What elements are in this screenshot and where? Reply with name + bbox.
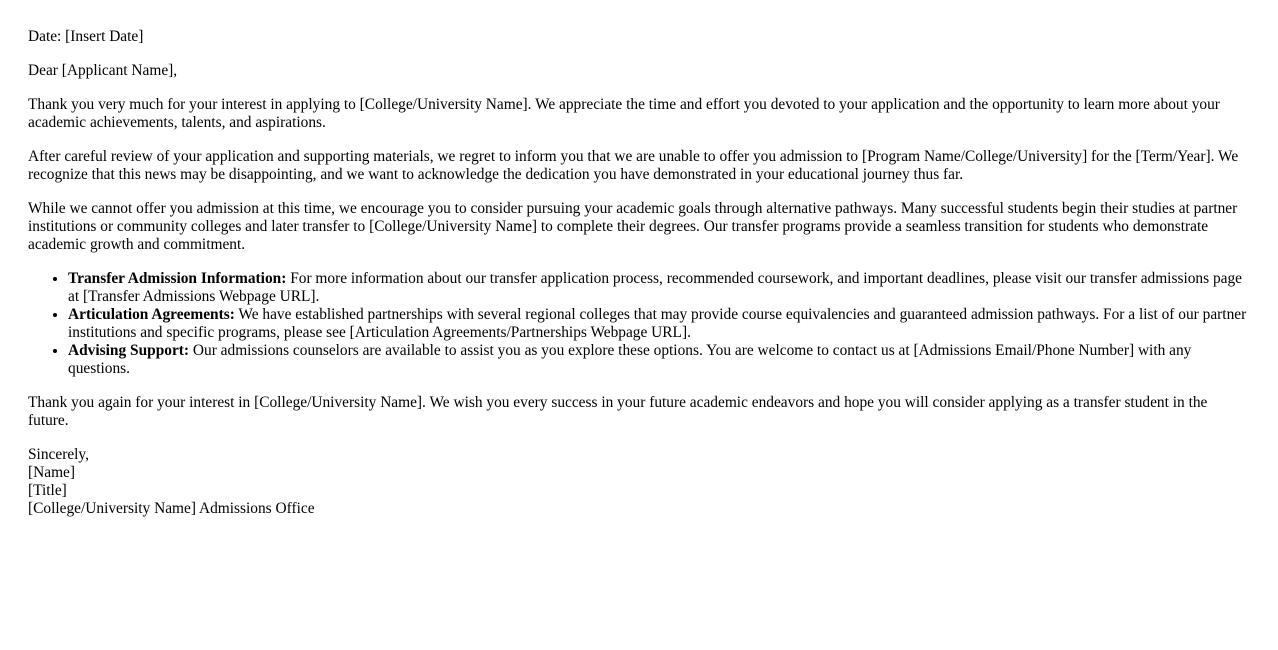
letter-paragraph-decision: After careful review of your application and supporting materials, we regret to inform you that we are unable to offer you admission to [Program Name/College/University] for the [Term/Year]. We recognize that this news may be disappointing, and we want to acknowledge the dedication you have demonstrated in your educational journey thus far. — [28, 148, 1239, 183]
signature-name: [Name] — [28, 464, 75, 481]
letter-paragraph-appreciation: Thank you very much for your interest in applying to [College/University Name]. We appreciate the time and effort you devoted to your application and the opportunity to learn more about your academic achievements, talents, and aspirations. — [28, 96, 1220, 131]
signature-office: [College/University Name] Admissions Office — [28, 500, 315, 517]
list-item-title: Advising Support: — [68, 342, 190, 359]
list-item-text: For more information about our transfer application process, recommended coursework, and important deadlines, please visit our transfer admissions page at [Transfer Admissions Webpage URL]. — [68, 270, 1242, 305]
list-item-text: We have established partnerships with several regional colleges that may provide course equivalencies and guaranteed admission pathways. For a list of our partner institutions and specific programs, please see [Articulation Agreements/Partnerships Webpage URL]. — [68, 306, 1247, 341]
list-item-articulation-agreements — [68, 306, 1250, 342]
list-item-title: Articulation Agreements: — [68, 306, 235, 323]
letter-paragraph-alternatives: While we cannot offer you admission at this time, we encourage you to consider pursuing your academic goals through alternative pathways. Many successful students begin their studies at partner institutions or community colleges and later transfer to [College/University Name] to complete their degrees. Our transfer programs provide a seamless transition for students who demonstrate academic growth and commitment. — [28, 200, 1238, 253]
signature-block — [28, 446, 1250, 518]
letter-salutation: Dear [Applicant Name], — [28, 62, 178, 79]
list-item-title: Transfer Admission Information: — [68, 270, 287, 287]
closing-phrase: Sincerely, — [28, 446, 89, 463]
signature-title: [Title] — [28, 482, 67, 499]
letter-date: Date: [Insert Date] — [28, 28, 144, 45]
list-item-advising-support — [68, 342, 1250, 378]
letter-paragraph-closing: Thank you again for your interest in [College/University Name]. We wish you every success in your future academic endeavors and hope you will consider applying as a transfer student in the future. — [28, 394, 1208, 429]
list-item-text: Our admissions counselors are available to assist you as you explore these options. You are welcome to contact us at [Admissions Email/Phone Number] with any questions. — [68, 342, 1192, 377]
list-item-transfer-admission — [68, 270, 1250, 306]
resources-list — [28, 270, 1250, 378]
